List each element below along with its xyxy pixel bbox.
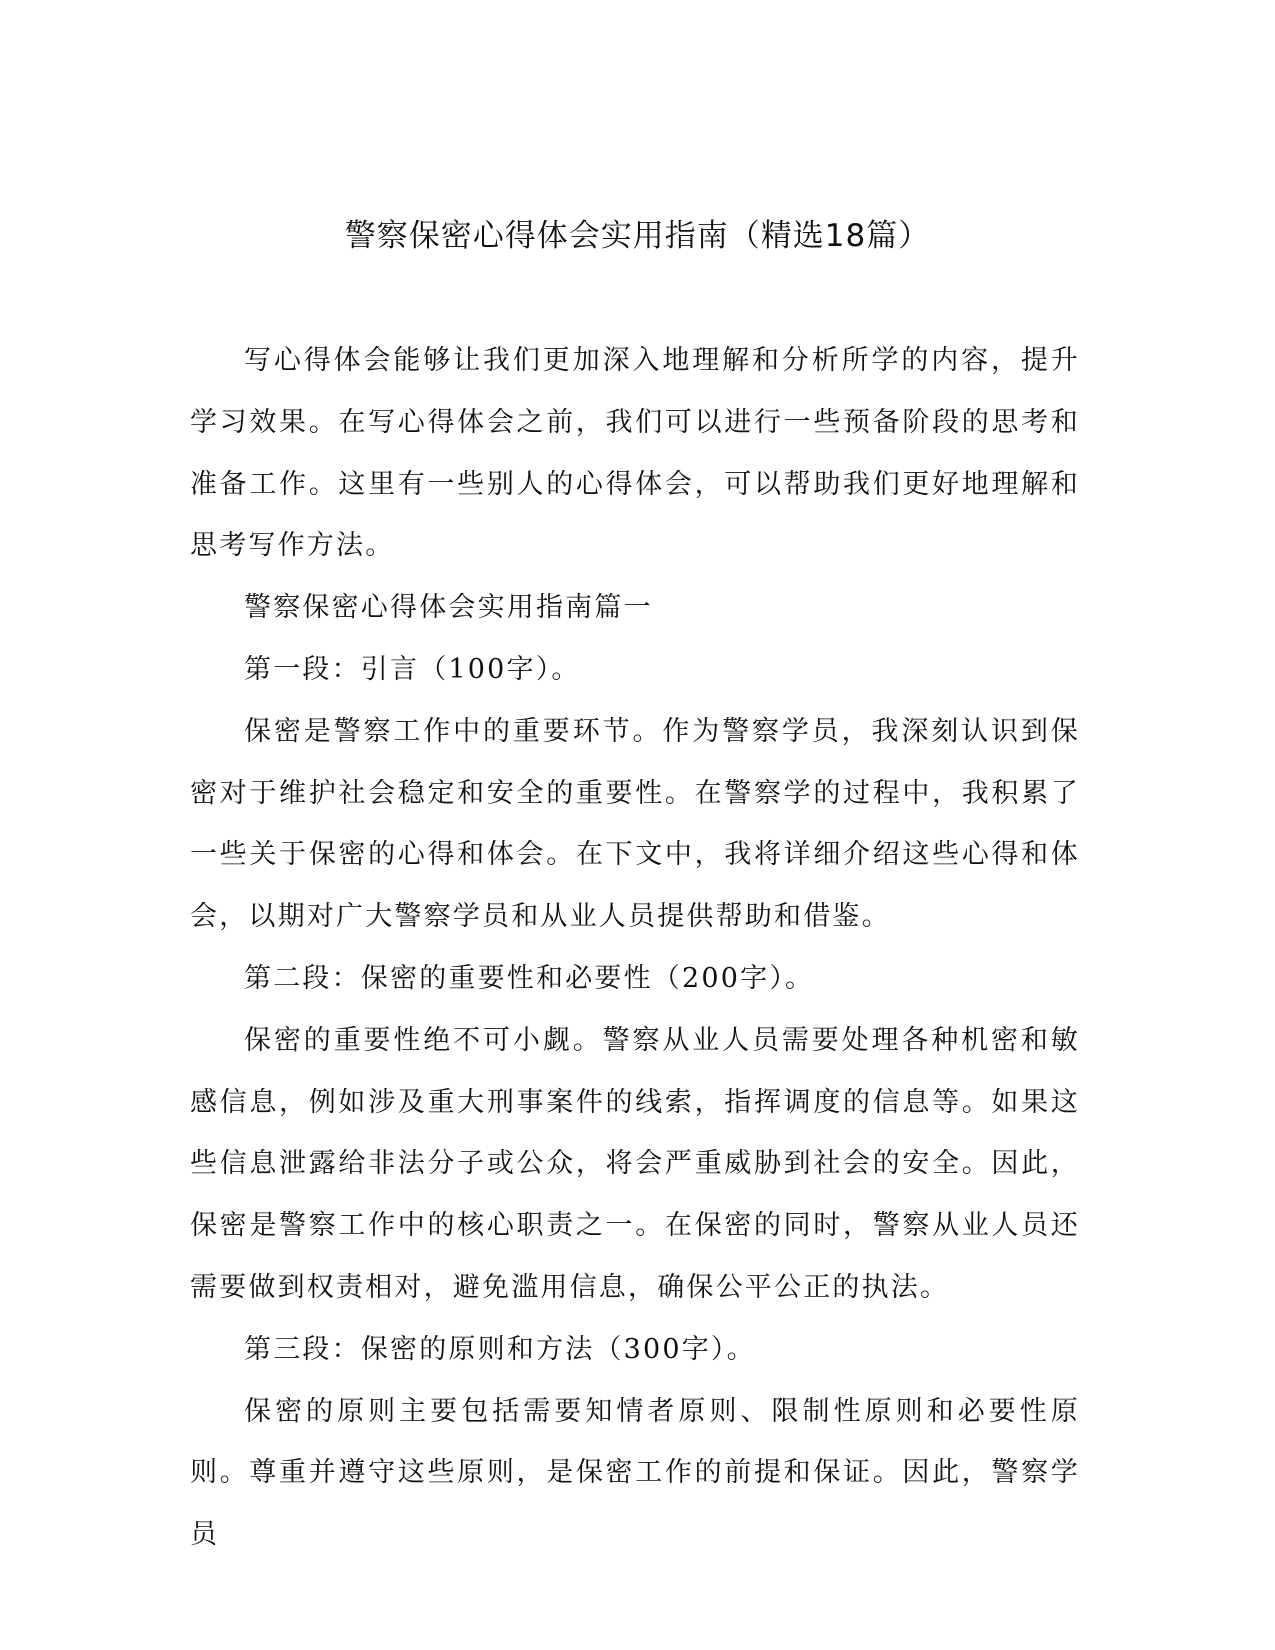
subsection-heading: 第二段：保密的重要性和必要性（200字）。 <box>244 962 815 994</box>
section-heading: 警察保密心得体会实用指南篇一 <box>244 592 653 624</box>
document-body <box>190 330 1080 1566</box>
subsection-heading: 第三段：保密的原则和方法（300字）。 <box>244 1333 756 1365</box>
document-title: 警察保密心得体会实用指南（精选18篇） <box>344 218 931 254</box>
body-paragraph: 保密的重要性绝不可小觑。警察从业人员需要处理各种机密和敏感信息，例如涉及重大刑事案件的线索，指挥调度的信息等。如果这些信息泄露给非法分子或公众，将会严重威胁到社会的安全。因此，保密是警察工作中的核心职责之一。在保密的同时，警察从业人员还需要做到权责相对，避免滥用信息，确保公平公正的执法。 <box>190 1024 1080 1303</box>
intro-paragraph: 写心得体会能够让我们更加深入地理解和分析所学的内容，提升学习效果。在写心得体会之前，我们可以进行一些预备阶段的思考和准备工作。这里有一些别人的心得体会，可以帮助我们更好地理解和思考写作方法。 <box>190 345 1080 562</box>
subsection-heading: 第一段：引言（100字）。 <box>244 653 581 685</box>
body-paragraph: 保密的原则主要包括需要知情者原则、限制性原则和必要性原则。尊重并遵守这些原则，是保密工作的前提和保证。因此，警察学员 <box>190 1395 1080 1551</box>
body-paragraph: 保密是警察工作中的重要环节。作为警察学员，我深刻认识到保密对于维护社会稳定和安全的重要性。在警察学的过程中，我积累了一些关于保密的心得和体会。在下文中，我将详细介绍这些心得和体会，以期对广大警察学员和从业人员提供帮助和借鉴。 <box>190 715 1080 933</box>
